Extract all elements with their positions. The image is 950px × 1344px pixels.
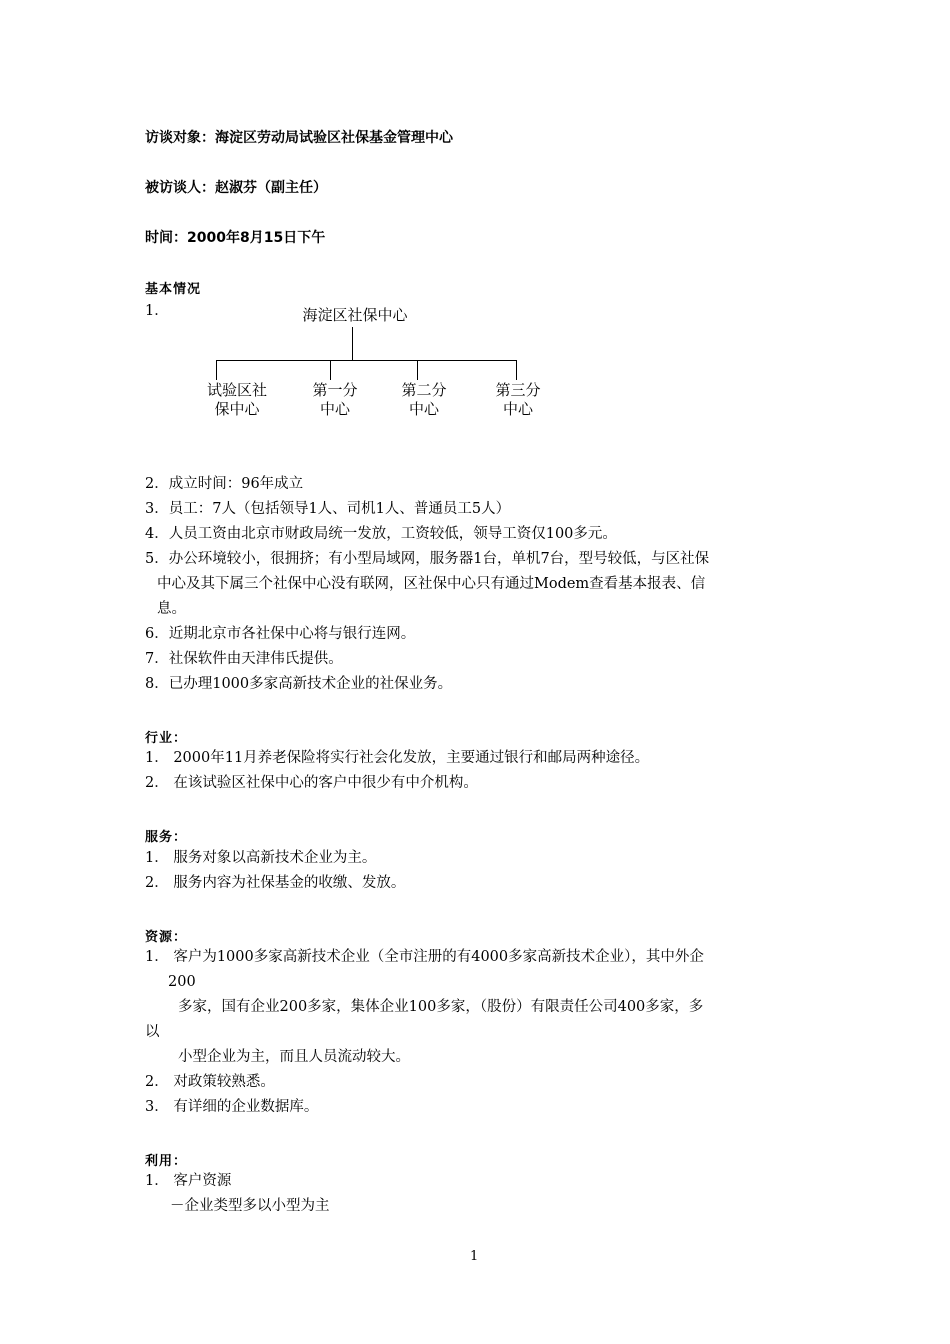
list-item: 2． 对政策较熟悉。 xyxy=(145,1074,275,1090)
node-line-2: 中心 xyxy=(319,400,350,418)
org-chart-root: 海淀区社保中心 xyxy=(302,306,408,324)
node-line-1: 第一分 xyxy=(312,381,358,399)
list-item: 2． 服务内容为社保基金的收缴、发放。 xyxy=(145,875,406,891)
section-title-basic: 基本情况 xyxy=(145,282,202,297)
node-line-2: 中心 xyxy=(408,400,439,418)
list-item: 1． 客户为1000多家高新技术企业（全市注册的有4000多家高新技术企业），其中外企 xyxy=(145,949,704,965)
list-item: 5．办公环境较小，很拥挤；有小型局域网，服务器1台，单机7台，型号较低，与区社保 xyxy=(145,551,710,567)
list-item-continuation: 多家，国有企业200多家，集体企业100多家，（股份）有限责任公司400多家，多 xyxy=(178,999,704,1015)
list-item: 1． 客户资源 xyxy=(145,1173,232,1189)
item-number-1: 1． xyxy=(145,303,169,319)
interviewee-org: 访谈对象：海淀区劳动局试验区社保基金管理中心 xyxy=(145,130,453,146)
org-chart-child-connector xyxy=(216,360,217,380)
node-line-1: 第二分 xyxy=(401,381,447,399)
section-title-resources: 资源： xyxy=(145,930,188,945)
org-chart-child-connector xyxy=(516,360,517,380)
list-item: 6．近期北京市各社保中心将与银行连网。 xyxy=(145,626,416,642)
list-item: 3． 有详细的企业数据库。 xyxy=(145,1099,319,1115)
list-item-continuation: 息。 xyxy=(157,601,186,617)
org-chart-node-pilot xyxy=(196,381,278,419)
org-chart-node-branch-1 xyxy=(300,381,370,419)
list-item: 1． 服务对象以高新技术企业为主。 xyxy=(145,850,377,866)
node-line-2: 中心 xyxy=(502,400,533,418)
node-line-2: 保中心 xyxy=(214,400,260,418)
list-item-continuation: 200 xyxy=(168,974,196,990)
list-item-continuation: －企业类型多以小型为主 xyxy=(170,1198,330,1214)
list-item-continuation: 以 xyxy=(145,1024,160,1040)
org-chart-branch-line xyxy=(216,360,517,361)
org-chart-child-connector xyxy=(417,360,418,380)
list-item: 8．已办理1000多家高新技术企业的社保业务。 xyxy=(145,676,453,692)
page-number: 1 xyxy=(470,1249,479,1264)
org-chart-child-connector xyxy=(330,360,331,380)
org-chart-node-branch-2 xyxy=(389,381,459,419)
section-title-usage: 利用： xyxy=(145,1154,188,1169)
node-line-1: 试验区社 xyxy=(206,381,267,399)
org-chart-root-connector xyxy=(352,327,353,361)
list-item-continuation: 中心及其下属三个社保中心没有联网，区社保中心只有通过Modem查看基本报表、信 xyxy=(157,576,706,592)
section-title-industry: 行业： xyxy=(145,731,188,746)
section-title-service: 服务： xyxy=(145,830,188,845)
list-item: 2． 在该试验区社保中心的客户中很少有中介机构。 xyxy=(145,775,478,791)
interview-time: 时间：2000年8月15日下午 xyxy=(145,230,326,246)
interviewee-person: 被访谈人：赵淑芬（副主任） xyxy=(145,180,327,196)
list-item: 2．成立时间：96年成立 xyxy=(145,476,304,492)
list-item: 7．社保软件由天津伟氏提供。 xyxy=(145,651,343,667)
list-item-continuation: 小型企业为主，而且人员流动较大。 xyxy=(178,1049,410,1065)
node-line-1: 第三分 xyxy=(495,381,541,399)
list-item: 4．人员工资由北京市财政局统一发放，工资较低，领导工资仅100多元。 xyxy=(145,526,617,542)
list-item: 3．员工：7人（包括领导1人、司机1人、普通员工5人） xyxy=(145,501,511,517)
list-item: 1． 2000年11月养老保险将实行社会化发放，主要通过银行和邮局两种途径。 xyxy=(145,750,650,766)
org-chart-node-branch-3 xyxy=(483,381,553,419)
